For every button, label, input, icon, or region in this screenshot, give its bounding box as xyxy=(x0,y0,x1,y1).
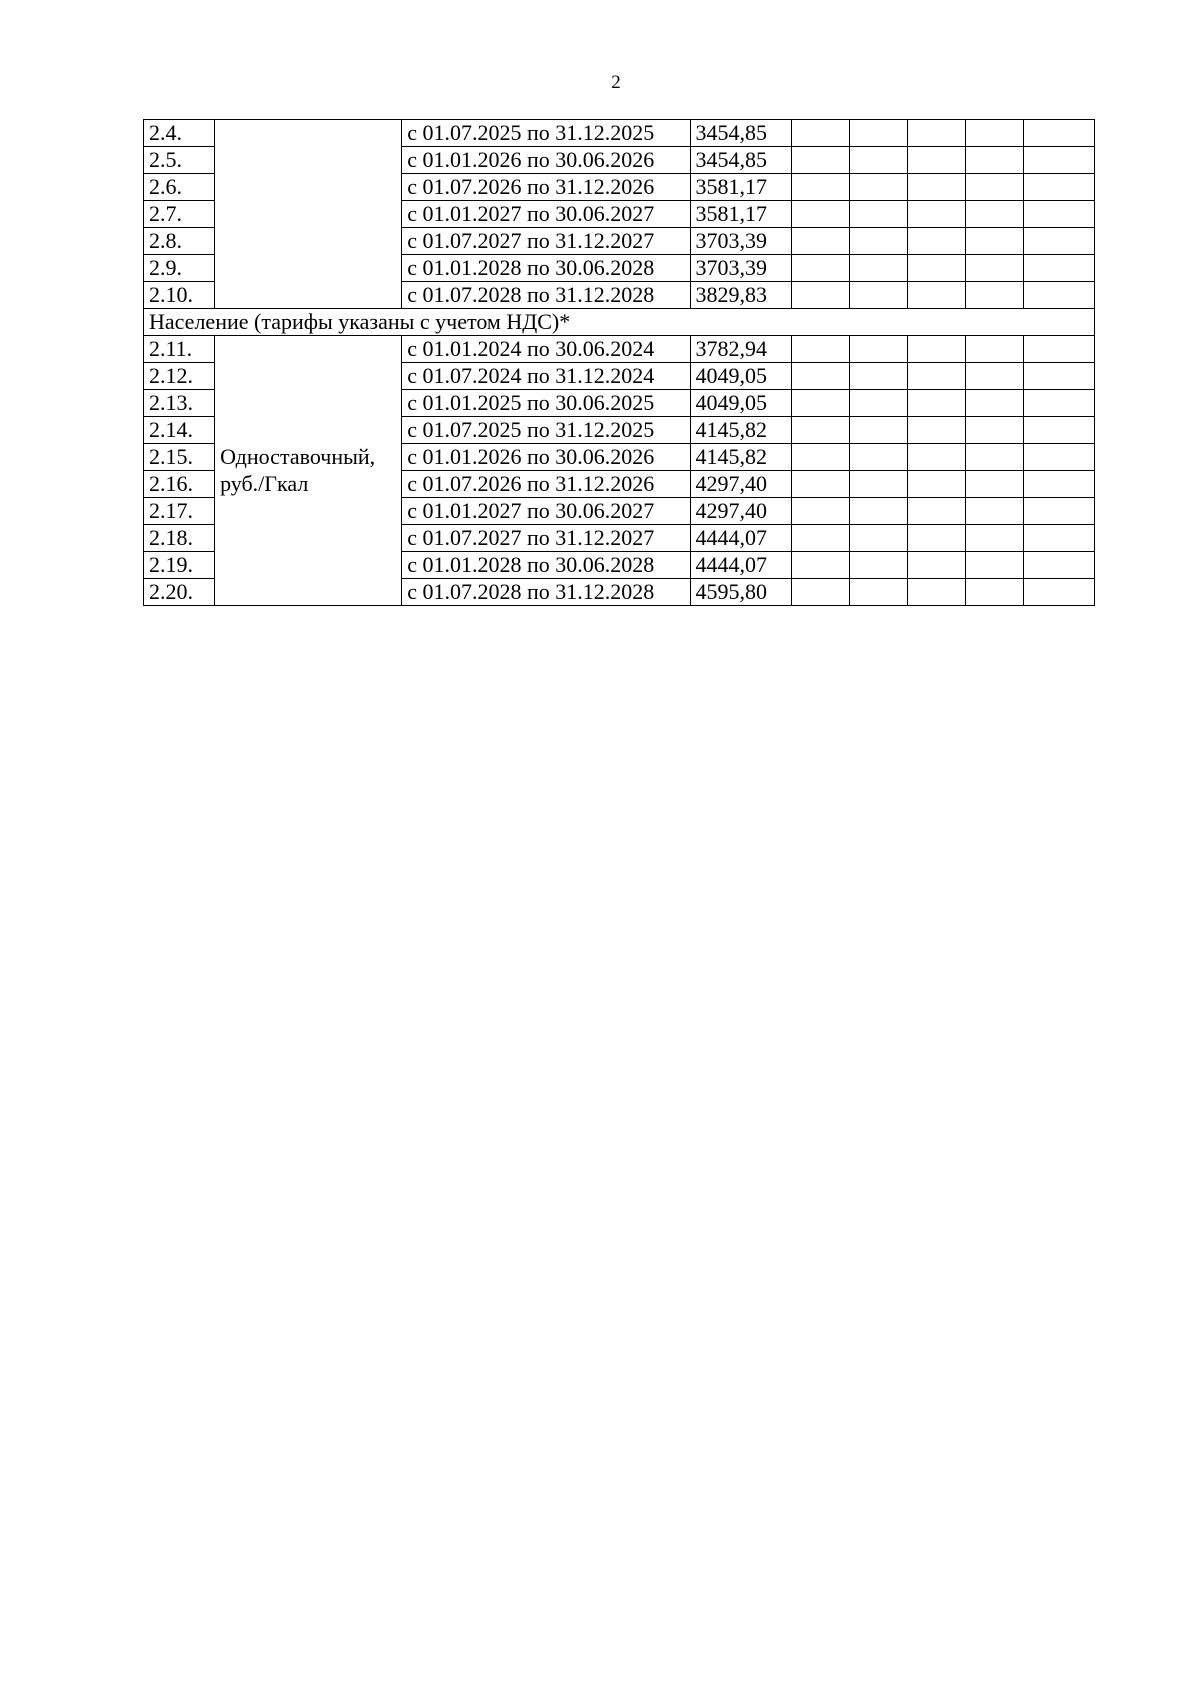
empty-cell xyxy=(791,147,849,174)
empty-cell xyxy=(791,390,849,417)
period-cell: с 01.07.2025 по 31.12.2025 xyxy=(402,417,690,444)
empty-cell xyxy=(791,201,849,228)
empty-cell xyxy=(907,174,965,201)
empty-cell xyxy=(965,579,1023,606)
empty-cell xyxy=(907,390,965,417)
row-number-cell: 2.4. xyxy=(144,120,215,147)
empty-cell xyxy=(907,147,965,174)
tariff-type-cell: Одноставочный, руб./Гкал xyxy=(215,336,402,606)
empty-cell xyxy=(791,120,849,147)
empty-cell xyxy=(907,228,965,255)
empty-cell xyxy=(791,417,849,444)
tariff-value-cell: 4049,05 xyxy=(690,363,791,390)
empty-cell xyxy=(965,525,1023,552)
empty-cell xyxy=(849,390,907,417)
tariff-value-cell: 4297,40 xyxy=(690,471,791,498)
empty-cell xyxy=(907,498,965,525)
empty-cell xyxy=(907,525,965,552)
empty-cell xyxy=(791,525,849,552)
period-cell: с 01.07.2028 по 31.12.2028 xyxy=(402,579,690,606)
empty-cell xyxy=(849,471,907,498)
empty-cell xyxy=(791,444,849,471)
empty-cell xyxy=(791,363,849,390)
empty-cell xyxy=(849,552,907,579)
tariff-table xyxy=(143,119,1095,606)
period-cell: с 01.07.2025 по 31.12.2025 xyxy=(402,120,690,147)
empty-cell xyxy=(907,255,965,282)
table-row xyxy=(144,336,1095,363)
empty-cell xyxy=(1023,417,1094,444)
row-number-cell: 2.20. xyxy=(144,579,215,606)
empty-cell xyxy=(791,174,849,201)
empty-cell xyxy=(849,228,907,255)
period-cell: с 01.01.2027 по 30.06.2027 xyxy=(402,498,690,525)
tariff-value-cell: 3703,39 xyxy=(690,228,791,255)
empty-cell xyxy=(907,579,965,606)
period-cell: с 01.07.2026 по 31.12.2026 xyxy=(402,174,690,201)
tariff-table-body xyxy=(144,120,1095,606)
empty-cell xyxy=(1023,255,1094,282)
empty-cell xyxy=(1023,498,1094,525)
empty-cell xyxy=(1023,552,1094,579)
empty-cell xyxy=(1023,579,1094,606)
empty-cell xyxy=(907,282,965,309)
empty-cell xyxy=(849,444,907,471)
empty-cell xyxy=(965,444,1023,471)
empty-cell xyxy=(849,255,907,282)
row-number-cell: 2.17. xyxy=(144,498,215,525)
row-number-cell: 2.19. xyxy=(144,552,215,579)
row-number-cell: 2.16. xyxy=(144,471,215,498)
empty-cell xyxy=(1023,390,1094,417)
empty-cell xyxy=(1023,282,1094,309)
empty-cell xyxy=(849,363,907,390)
empty-cell xyxy=(965,282,1023,309)
tariff-type-cell xyxy=(215,120,402,309)
empty-cell xyxy=(965,498,1023,525)
tariff-value-cell: 4444,07 xyxy=(690,552,791,579)
empty-cell xyxy=(791,255,849,282)
tariff-value-cell: 4297,40 xyxy=(690,498,791,525)
tariff-value-cell: 3829,83 xyxy=(690,282,791,309)
tariff-value-cell: 3454,85 xyxy=(690,120,791,147)
tariff-value-cell: 4595,80 xyxy=(690,579,791,606)
empty-cell xyxy=(965,147,1023,174)
empty-cell xyxy=(907,120,965,147)
period-cell: с 01.01.2028 по 30.06.2028 xyxy=(402,255,690,282)
period-cell: с 01.01.2028 по 30.06.2028 xyxy=(402,552,690,579)
row-number-cell: 2.11. xyxy=(144,336,215,363)
empty-cell xyxy=(965,363,1023,390)
tariff-value-cell: 3782,94 xyxy=(690,336,791,363)
period-cell: с 01.07.2027 по 31.12.2027 xyxy=(402,525,690,552)
empty-cell xyxy=(965,417,1023,444)
empty-cell xyxy=(1023,228,1094,255)
empty-cell xyxy=(849,417,907,444)
row-number-cell: 2.15. xyxy=(144,444,215,471)
table-row xyxy=(144,120,1095,147)
tariff-value-cell: 3581,17 xyxy=(690,174,791,201)
section-header-row xyxy=(144,309,1095,336)
period-cell: с 01.07.2028 по 31.12.2028 xyxy=(402,282,690,309)
row-number-cell: 2.9. xyxy=(144,255,215,282)
period-cell: с 01.01.2025 по 30.06.2025 xyxy=(402,390,690,417)
empty-cell xyxy=(965,390,1023,417)
empty-cell xyxy=(791,228,849,255)
period-cell: с 01.01.2027 по 30.06.2027 xyxy=(402,201,690,228)
tariff-value-cell: 3703,39 xyxy=(690,255,791,282)
row-number-cell: 2.18. xyxy=(144,525,215,552)
row-number-cell: 2.5. xyxy=(144,147,215,174)
row-number-cell: 2.8. xyxy=(144,228,215,255)
empty-cell xyxy=(1023,201,1094,228)
tariff-value-cell: 4444,07 xyxy=(690,525,791,552)
empty-cell xyxy=(791,282,849,309)
empty-cell xyxy=(907,363,965,390)
row-number-cell: 2.6. xyxy=(144,174,215,201)
empty-cell xyxy=(907,444,965,471)
empty-cell xyxy=(1023,363,1094,390)
empty-cell xyxy=(907,336,965,363)
page-number: 2 xyxy=(611,72,621,93)
empty-cell xyxy=(907,417,965,444)
empty-cell xyxy=(791,336,849,363)
empty-cell xyxy=(965,228,1023,255)
empty-cell xyxy=(849,147,907,174)
row-number-cell: 2.10. xyxy=(144,282,215,309)
tariff-value-cell: 4049,05 xyxy=(690,390,791,417)
row-number-cell: 2.13. xyxy=(144,390,215,417)
empty-cell xyxy=(907,201,965,228)
empty-cell xyxy=(791,498,849,525)
period-cell: с 01.01.2026 по 30.06.2026 xyxy=(402,444,690,471)
empty-cell xyxy=(965,201,1023,228)
empty-cell xyxy=(849,525,907,552)
empty-cell xyxy=(849,336,907,363)
empty-cell xyxy=(1023,444,1094,471)
empty-cell xyxy=(965,336,1023,363)
empty-cell xyxy=(907,552,965,579)
empty-cell xyxy=(1023,525,1094,552)
period-cell: с 01.07.2026 по 31.12.2026 xyxy=(402,471,690,498)
period-cell: с 01.07.2024 по 31.12.2024 xyxy=(402,363,690,390)
empty-cell xyxy=(849,120,907,147)
tariff-value-cell: 3581,17 xyxy=(690,201,791,228)
row-number-cell: 2.14. xyxy=(144,417,215,444)
empty-cell xyxy=(791,552,849,579)
empty-cell xyxy=(849,282,907,309)
empty-cell xyxy=(849,201,907,228)
tariff-value-cell: 4145,82 xyxy=(690,444,791,471)
empty-cell xyxy=(965,174,1023,201)
period-cell: с 01.01.2026 по 30.06.2026 xyxy=(402,147,690,174)
empty-cell xyxy=(965,471,1023,498)
empty-cell xyxy=(849,579,907,606)
empty-cell xyxy=(1023,174,1094,201)
empty-cell xyxy=(907,471,965,498)
period-cell: с 01.01.2024 по 30.06.2024 xyxy=(402,336,690,363)
empty-cell xyxy=(965,552,1023,579)
tariff-value-cell: 3454,85 xyxy=(690,147,791,174)
row-number-cell: 2.7. xyxy=(144,201,215,228)
tariff-value-cell: 4145,82 xyxy=(690,417,791,444)
section-header-cell: Население (тарифы указаны с учетом НДС)* xyxy=(144,309,1095,336)
empty-cell xyxy=(849,174,907,201)
empty-cell xyxy=(791,579,849,606)
empty-cell xyxy=(1023,336,1094,363)
empty-cell xyxy=(965,255,1023,282)
row-number-cell: 2.12. xyxy=(144,363,215,390)
empty-cell xyxy=(1023,471,1094,498)
empty-cell xyxy=(1023,147,1094,174)
empty-cell xyxy=(849,498,907,525)
period-cell: с 01.07.2027 по 31.12.2027 xyxy=(402,228,690,255)
empty-cell xyxy=(1023,120,1094,147)
empty-cell xyxy=(965,120,1023,147)
empty-cell xyxy=(791,471,849,498)
